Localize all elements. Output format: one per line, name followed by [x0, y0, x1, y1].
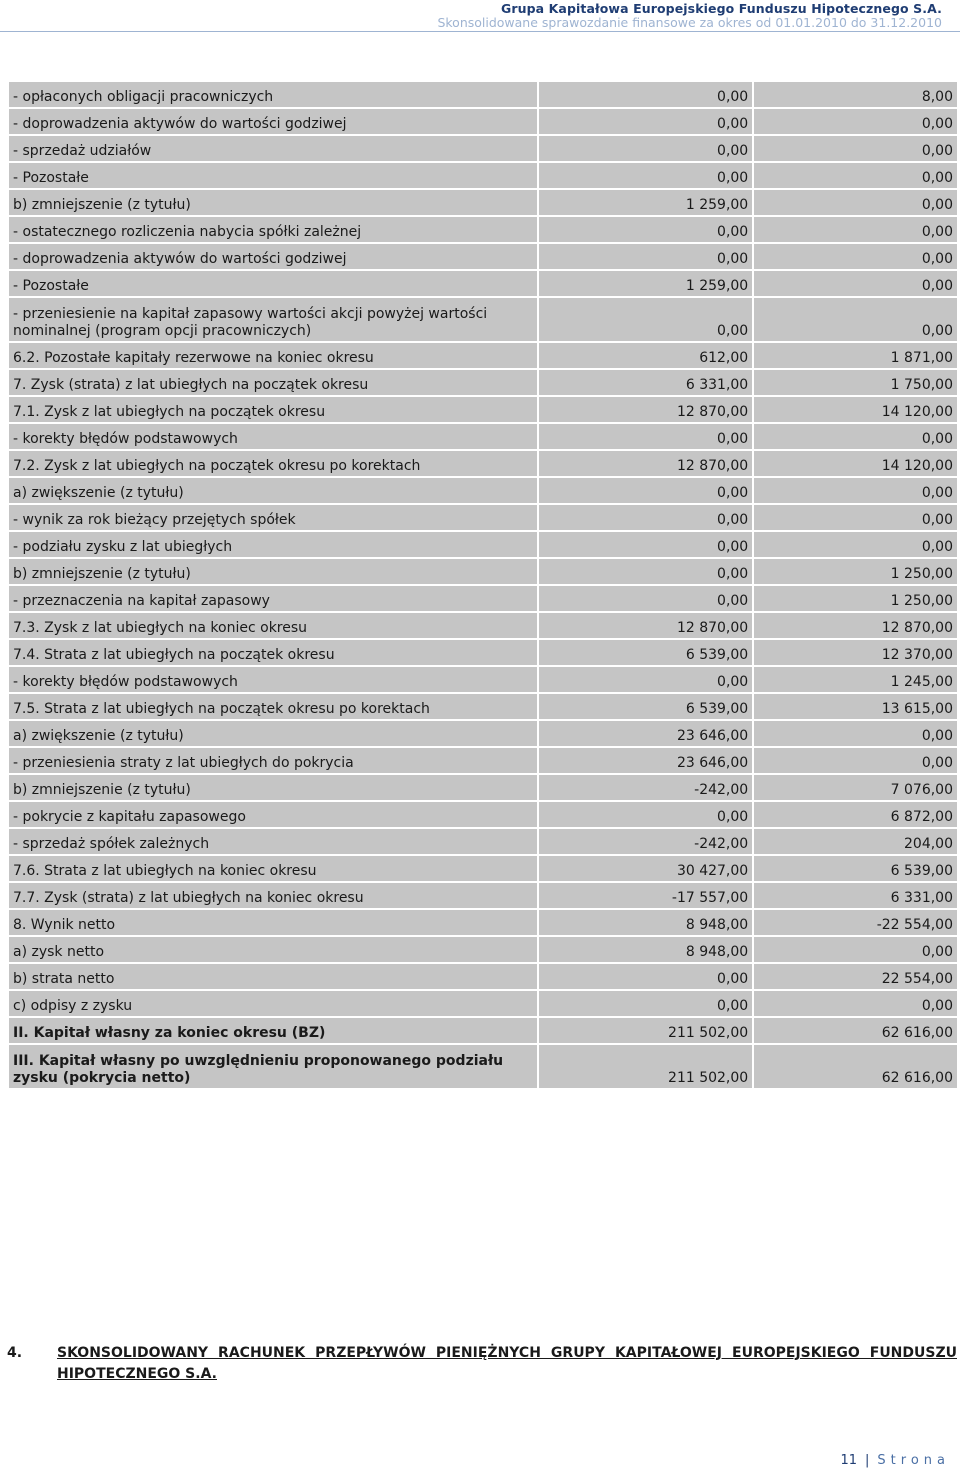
table-row — [9, 190, 957, 215]
table-row — [9, 451, 957, 476]
row-value-current: 0,00 — [539, 244, 752, 269]
row-value-current: 12 870,00 — [539, 613, 752, 638]
row-value-current: 23 646,00 — [539, 748, 752, 773]
row-value-current: 0,00 — [539, 298, 752, 341]
table-row — [9, 775, 957, 800]
page-header — [437, 2, 942, 30]
row-value-previous: 0,00 — [754, 163, 957, 188]
row-value-current: -242,00 — [539, 775, 752, 800]
row-value-previous: 1 871,00 — [754, 343, 957, 368]
page-footer — [840, 1453, 950, 1468]
section-number: 4. — [7, 1345, 23, 1361]
row-label: c) odpisy z zysku — [9, 991, 537, 1016]
row-value-previous: 0,00 — [754, 190, 957, 215]
row-label: - podziału zysku z lat ubiegłych — [9, 532, 537, 557]
table-row — [9, 478, 957, 503]
row-value-current: 6 539,00 — [539, 694, 752, 719]
row-label: 7.3. Zysk z lat ubiegłych na koniec okresu — [9, 613, 537, 638]
table-body — [9, 82, 957, 1088]
table-row — [9, 1045, 957, 1088]
row-value-current: 6 331,00 — [539, 370, 752, 395]
row-value-previous: -22 554,00 — [754, 910, 957, 935]
row-value-current: 8 948,00 — [539, 937, 752, 962]
row-label: b) zmniejszenie (z tytułu) — [9, 190, 537, 215]
row-value-previous: 62 616,00 — [754, 1045, 957, 1088]
row-label: b) zmniejszenie (z tytułu) — [9, 775, 537, 800]
row-value-previous: 14 120,00 — [754, 397, 957, 422]
row-label: 7.1. Zysk z lat ubiegłych na początek okresu — [9, 397, 537, 422]
row-value-previous: 0,00 — [754, 748, 957, 773]
row-value-current: 0,00 — [539, 586, 752, 611]
row-label: a) zwiększenie (z tytułu) — [9, 721, 537, 746]
row-label: II. Kapitał własny za koniec okresu (BZ) — [9, 1018, 537, 1043]
row-value-previous: 8,00 — [754, 82, 957, 107]
table-row — [9, 82, 957, 107]
table-row — [9, 559, 957, 584]
row-label: - sprzedaż udziałów — [9, 136, 537, 161]
row-value-previous: 0,00 — [754, 136, 957, 161]
row-value-current: 0,00 — [539, 991, 752, 1016]
row-label: - Pozostałe — [9, 163, 537, 188]
row-value-previous: 0,00 — [754, 217, 957, 242]
row-value-current: 0,00 — [539, 478, 752, 503]
table-row — [9, 505, 957, 530]
table-row — [9, 910, 957, 935]
table-row — [9, 370, 957, 395]
row-value-current: 0,00 — [539, 136, 752, 161]
row-label: 7. Zysk (strata) z lat ubiegłych na początek okresu — [9, 370, 537, 395]
row-value-previous: 62 616,00 — [754, 1018, 957, 1043]
row-value-previous: 1 250,00 — [754, 586, 957, 611]
row-label: 7.2. Zysk z lat ubiegłych na początek okresu po korektach — [9, 451, 537, 476]
table-row — [9, 694, 957, 719]
row-label: - wynik za rok bieżący przejętych spółek — [9, 505, 537, 530]
row-value-current: 30 427,00 — [539, 856, 752, 881]
footer-separator: | — [865, 1453, 870, 1468]
row-label: - korekty błędów podstawowych — [9, 667, 537, 692]
row-value-previous: 0,00 — [754, 244, 957, 269]
table-row — [9, 964, 957, 989]
row-value-previous: 1 245,00 — [754, 667, 957, 692]
table-row — [9, 343, 957, 368]
table-row — [9, 244, 957, 269]
row-value-current: 0,00 — [539, 559, 752, 584]
row-value-previous: 0,00 — [754, 271, 957, 296]
row-value-current: 0,00 — [539, 964, 752, 989]
report-subtitle: Skonsolidowane sprawozdanie finansowe za okres od 01.01.2010 do 31.12.2010 — [437, 15, 942, 30]
row-value-previous: 0,00 — [754, 424, 957, 449]
row-value-current: 8 948,00 — [539, 910, 752, 935]
row-label: - doprowadzenia aktywów do wartości godziwej — [9, 109, 537, 134]
page-number: 11 — [840, 1453, 858, 1468]
table-row — [9, 1018, 957, 1043]
row-label: - sprzedaż spółek zależnych — [9, 829, 537, 854]
row-value-previous: 6 539,00 — [754, 856, 957, 881]
row-value-previous: 1 250,00 — [754, 559, 957, 584]
row-value-current: 0,00 — [539, 424, 752, 449]
table-row — [9, 991, 957, 1016]
row-value-previous: 13 615,00 — [754, 694, 957, 719]
row-value-previous: 204,00 — [754, 829, 957, 854]
table-row — [9, 532, 957, 557]
table-row — [9, 298, 957, 341]
table-row — [9, 271, 957, 296]
row-value-previous: 1 750,00 — [754, 370, 957, 395]
row-value-previous: 6 331,00 — [754, 883, 957, 908]
row-label: 7.6. Strata z lat ubiegłych na koniec okresu — [9, 856, 537, 881]
row-label: - przeniesienie na kapitał zapasowy wartości akcji powyżej wartości nominalnej (program opcji pracowniczych) — [9, 298, 537, 341]
table-row — [9, 397, 957, 422]
table-row — [9, 748, 957, 773]
table-row — [9, 667, 957, 692]
table-row — [9, 640, 957, 665]
row-label: a) zwiększenie (z tytułu) — [9, 478, 537, 503]
row-label: - doprowadzenia aktywów do wartości godziwej — [9, 244, 537, 269]
table-row — [9, 829, 957, 854]
row-label: III. Kapitał własny po uwzględnieniu proponowanego podziału zysku (pokrycia netto) — [9, 1045, 537, 1088]
row-label: - pokrycie z kapitału zapasowego — [9, 802, 537, 827]
row-value-previous: 0,00 — [754, 298, 957, 341]
table-row — [9, 109, 957, 134]
row-value-previous: 0,00 — [754, 505, 957, 530]
table-row — [9, 937, 957, 962]
table-row — [9, 163, 957, 188]
row-value-current: 0,00 — [539, 802, 752, 827]
table-row — [9, 217, 957, 242]
table-row — [9, 613, 957, 638]
row-value-current: 211 502,00 — [539, 1018, 752, 1043]
row-value-current: 0,00 — [539, 532, 752, 557]
row-value-current: -242,00 — [539, 829, 752, 854]
table-row — [9, 802, 957, 827]
row-value-previous: 6 872,00 — [754, 802, 957, 827]
row-label: - korekty błędów podstawowych — [9, 424, 537, 449]
row-value-previous: 7 076,00 — [754, 775, 957, 800]
row-value-current: 0,00 — [539, 667, 752, 692]
table-row — [9, 136, 957, 161]
table-row — [9, 883, 957, 908]
section-title: SKONSOLIDOWANY RACHUNEK PRZEPŁYWÓW PIENIĘŻNYCH GRUPY KAPITAŁOWEJ EUROPEJSKIEGO FUNDUSZU HIPOTECZNEGO S.A. — [57, 1345, 957, 1382]
row-label: 7.4. Strata z lat ubiegłych na początek okresu — [9, 640, 537, 665]
row-label: b) zmniejszenie (z tytułu) — [9, 559, 537, 584]
row-label: - przeznaczenia na kapitał zapasowy — [9, 586, 537, 611]
row-value-current: 23 646,00 — [539, 721, 752, 746]
row-value-previous: 12 870,00 — [754, 613, 957, 638]
company-name: Grupa Kapitałowa Europejskiego Funduszu Hipotecznego S.A. — [500, 1, 942, 16]
row-value-previous: 0,00 — [754, 721, 957, 746]
row-value-current: 12 870,00 — [539, 451, 752, 476]
row-label: 7.5. Strata z lat ubiegłych na początek okresu po korektach — [9, 694, 537, 719]
row-label: 6.2. Pozostałe kapitały rezerwowe na koniec okresu — [9, 343, 537, 368]
table-row — [9, 424, 957, 449]
row-value-previous: 0,00 — [754, 532, 957, 557]
row-value-current: 0,00 — [539, 109, 752, 134]
row-label: a) zysk netto — [9, 937, 537, 962]
row-value-current: 1 259,00 — [539, 190, 752, 215]
row-label: - opłaconych obligacji pracowniczych — [9, 82, 537, 107]
equity-changes-table — [7, 80, 959, 1090]
table-row — [9, 856, 957, 881]
row-value-previous: 0,00 — [754, 991, 957, 1016]
row-value-current: 12 870,00 — [539, 397, 752, 422]
row-value-previous: 14 120,00 — [754, 451, 957, 476]
row-value-current: 0,00 — [539, 163, 752, 188]
row-label: - ostatecznego rozliczenia nabycia spółki zależnej — [9, 217, 537, 242]
row-label: - Pozostałe — [9, 271, 537, 296]
row-value-current: -17 557,00 — [539, 883, 752, 908]
row-value-current: 1 259,00 — [539, 271, 752, 296]
row-value-current: 0,00 — [539, 217, 752, 242]
row-value-previous: 0,00 — [754, 478, 957, 503]
row-value-previous: 0,00 — [754, 937, 957, 962]
row-value-previous: 22 554,00 — [754, 964, 957, 989]
row-label: - przeniesienia straty z lat ubiegłych do pokrycia — [9, 748, 537, 773]
row-value-current: 0,00 — [539, 82, 752, 107]
row-label: 8. Wynik netto — [9, 910, 537, 935]
row-value-current: 612,00 — [539, 343, 752, 368]
row-value-current: 0,00 — [539, 505, 752, 530]
row-value-current: 211 502,00 — [539, 1045, 752, 1088]
header-divider — [0, 31, 960, 32]
row-value-current: 6 539,00 — [539, 640, 752, 665]
row-label: b) strata netto — [9, 964, 537, 989]
table-row — [9, 721, 957, 746]
row-value-previous: 12 370,00 — [754, 640, 957, 665]
table-row — [9, 586, 957, 611]
row-label: 7.7. Zysk (strata) z lat ubiegłych na koniec okresu — [9, 883, 537, 908]
row-value-previous: 0,00 — [754, 109, 957, 134]
page-word: Strona — [877, 1453, 950, 1468]
